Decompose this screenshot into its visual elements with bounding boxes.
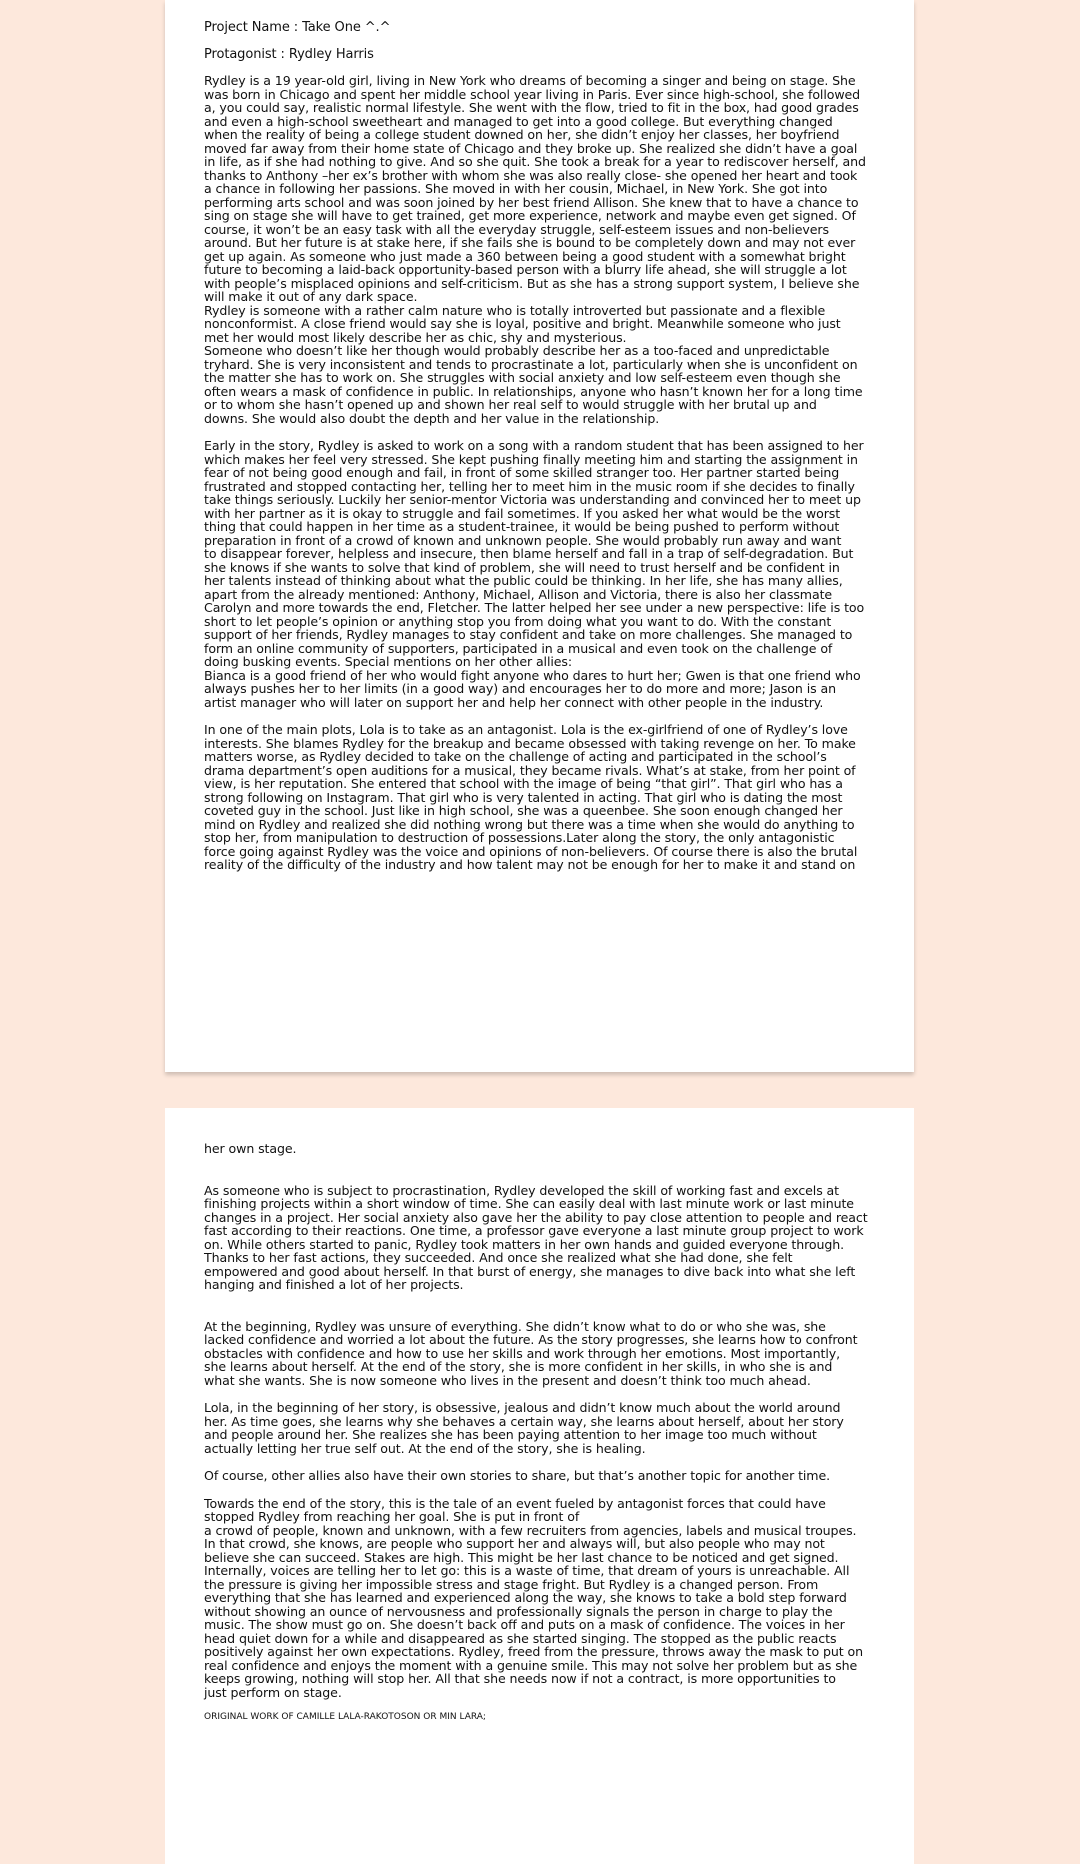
text-line: head quiet down for a while and disappeared as she started singing. The stopped as the public reacts	[204, 1630, 837, 1646]
text-line: with people’s misplaced opinions and self-criticism. But as she has a strong support system, I believe she	[204, 275, 860, 291]
text-line: view, is her reputation. She entered that school with the image of being “that girl”. That girl who has a	[204, 776, 843, 791]
text-line: coveted guy in the school. Just like in high school, she was a queenbee. She soon enough changed her	[204, 803, 843, 818]
text-line: doing busking events. Special mentions on her other allies:	[204, 654, 573, 669]
text-line: just perform on stage.	[204, 1684, 342, 1700]
text-line: music. The show must go on. She doesn’t back off and puts on a mask of confidence. The voices in her	[204, 1617, 845, 1632]
text-line: a chance in following her passions. She moved in with her cousin, Michael, in New York. She got into	[204, 181, 828, 196]
text-line: apart from the already mentioned: Anthony, Michael, Allison and Victoria, there is also her classmate	[204, 586, 833, 602]
text-line: reality of the difficulty of the industry and how talent may not be enough for her to make it and stand on	[204, 857, 856, 872]
text-line: she knows if she wants to solve that kind of problem, she will need to trust herself and be confident in	[204, 559, 840, 575]
text-line: always pushes her to her limits (in a good way) and encourages her to do more and more; Jason is an	[204, 681, 836, 696]
text-line: around. But her future is at stake here, if she fails she is bound to be completely down and may not ever	[204, 235, 856, 250]
text-line: moved far away from their home state of Chicago and they broke up. She realized she didn’t have a goal	[204, 140, 858, 156]
text-line: Someone who doesn’t like her though would probably describe her as a too-faced and unpredictable	[204, 343, 830, 358]
text-line: everything that she has learned and experienced along the way, she knows to take a bold step forward	[204, 1590, 847, 1605]
text-line: stopped Rydley from reaching her goal. She is put in front of	[204, 1509, 580, 1524]
protagonist-heading: Protagonist : Rydley Harris	[204, 47, 374, 62]
text-line: which makes her feel very stressed. She kept pushing finally meeting him and starting the assignment in	[204, 451, 858, 467]
paragraph-3	[204, 723, 876, 872]
text-line: Rydley is someone with a rather calm nature who is totally introverted but passionate and a flexible	[204, 302, 826, 318]
text-line: real confidence and enjoys the moment with a genuine smile. This may not solve her problem but as she	[204, 1657, 858, 1673]
text-line: tryhard. She is very inconsistent and tends to procrastinate a lot, particularly when she is unconfident on	[204, 356, 858, 372]
text-line: the pressure is giving her impossible stress and stage fright. But Rydley is a changed person. From	[204, 1576, 819, 1592]
text-line: matters worse, as Rydley decided to take on the challenge of acting and participated in the school’s	[204, 749, 827, 764]
text-line: Of course, other allies also have their own stories to share, but that’s another topic for another time.	[204, 1468, 831, 1483]
text-line: a crowd of people, known and unknown, with a few recruiters from agencies, labels and musical troupes.	[204, 1522, 857, 1538]
text-line: met her would most likely describe her as chic, shy and mysterious.	[204, 329, 627, 345]
text-line: course, it won’t be an easy task with all the everyday struggle, self-esteem issues and non-believers	[204, 221, 829, 237]
text-line: to disappear forever, helpless and insecure, then blame herself and fall in a trap of self-degradation. But	[204, 546, 854, 561]
text-line: her talents instead of thinking about what the public could be thinking. In her life, she has many allies,	[204, 573, 843, 588]
text-line: Towards the end of the story, this is the tale of an event fueled by antagonist forces that could have	[204, 1495, 826, 1511]
text-line: finishing projects within a short window of time. She can easily deal with last minute work or last minute	[204, 1196, 854, 1211]
text-line: in life, as if she had nothing to give. And so she quit. She took a break for a year to rediscover herself, and	[204, 154, 866, 169]
text-line: drama department’s open auditions for a musical, they became rivals. What’s at stake, from her point of	[204, 762, 856, 778]
text-line: the matter she has to work on. She struggles with social anxiety and low self-esteem even though she	[204, 370, 841, 385]
text-line: she learns about herself. At the end of the story, she is more confident in her skills, in who she is and	[204, 1359, 833, 1374]
text-line: Internally, voices are telling her to let go: this is a waste of time, that dream of yours is unreachable. All	[204, 1563, 850, 1578]
text-line: performing arts school and was soon joined by her best friend Allison. She knew that to have a chance to	[204, 194, 859, 210]
text-line: artist manager who will later on support her and help her connect with other people in the industry.	[204, 694, 824, 710]
text-line: form an online community of supporters, participated in a musical and even took on the challenge of	[204, 640, 833, 656]
text-line: or to whom she hasn’t opened up and shown her real self to would struggle with her brutal up and	[204, 397, 817, 412]
document-page-1	[165, 0, 914, 1072]
text-line: Thanks to her fast actions, they succeeded. And once she realized what she had done, she felt	[204, 1250, 793, 1265]
paragraph-2	[204, 439, 876, 709]
text-line: preparation in front of a crowd of known and unknown people. She would probably run away and want	[204, 532, 842, 548]
paragraph-continuation	[204, 1142, 876, 1156]
paragraph-skills	[204, 1184, 876, 1292]
text-line: what she wants. She is now someone who lives in the present and doesn’t think too much ahead.	[204, 1372, 811, 1388]
paragraph-allies	[204, 1469, 876, 1483]
text-line: fear of not being good enough and fail, in front of some skilled stranger too. Her partner started being	[204, 465, 840, 480]
text-line: with her partner as it is okay to struggle and fail sometimes. If you asked her what would be the worst	[204, 505, 841, 521]
paragraph-lola-arc	[204, 1401, 876, 1455]
text-line: positively against her own expectations. Rydley, freed from the pressure, throws away the mask to put on	[204, 1644, 864, 1659]
text-line: Bianca is a good friend of her who would fight anyone who dares to hurt her; Gwen is that one friend who	[204, 667, 861, 683]
text-line: mind on Rydley and realized she did nothing wrong but there was a time when she would do anything to	[204, 816, 855, 832]
text-line: will make it out of any dark space.	[204, 289, 418, 304]
footer-credit: ORIGINAL WORK OF CAMILLE LALA-RAKOTOSON OR MIN LARA;	[204, 1712, 486, 1722]
text-line: At the beginning, Rydley was unsure of everything. She didn’t know what to do or who she was, she	[204, 1318, 826, 1334]
text-line: keeps growing, nothing will stop her. All that she needs now if not a contract, is more opportunities to	[204, 1671, 836, 1686]
text-line: Carolyn and more towards the end, Fletcher. The latter helped her see under a new perspective: life is too	[204, 600, 865, 615]
text-line: frustrated and stopped contacting her, telling her to meet him in the music room if she decides to finally	[204, 478, 855, 494]
text-line: without showing an ounce of nervousness and professionally signals the person in charge to play the	[204, 1603, 833, 1619]
text-line: believe she can succeed. Stakes are high. This might be her last chance to be noticed and get signed.	[204, 1549, 839, 1565]
text-line: and people around her. She realizes she has been paying attention to her image too much without	[204, 1427, 817, 1442]
text-line: thing that could happen in her time as a student-trainee, it would be being pushed to perform without	[204, 519, 840, 534]
text-line: empowered and good about herself. In that burst of energy, she manages to dive back into what she left	[204, 1263, 856, 1279]
text-line: hanging and finished a lot of her projects.	[204, 1277, 464, 1292]
text-line: and even a high-school sweetheart and managed to get into a good college. But everything changed	[204, 113, 833, 129]
text-line: Rydley is a 19 year-old girl, living in New York who dreams of becoming a singer and being on stage. She	[204, 73, 856, 88]
text-line: strong following on Instagram. That girl who is very talented in acting. That girl who is dating the most	[204, 789, 843, 805]
text-line: downs. She would also doubt the depth and her value in the relationship.	[204, 410, 660, 426]
text-line: As someone who is subject to procrastination, Rydley developed the skill of working fast and excels at	[204, 1182, 840, 1198]
text-line: In one of the main plots, Lola is to take as an antagonist. Lola is the ex-girlfriend of one of Rydley’s love	[204, 722, 848, 737]
text-line: In that crowd, she knows, are people who support her and always will, but also people who may not	[204, 1536, 825, 1551]
text-line: stop her, from manipulation to destruction of possessions.Later along the story, the only antagonistic	[204, 830, 835, 845]
text-line: nonconformist. A close friend would say she is loyal, positive and bright. Meanwhile someone who just	[204, 316, 841, 331]
text-line: future to becoming a laid-back opportunity-based person with a blurry life ahead, she will struggle a lot	[204, 262, 847, 277]
text-line: often wears a mask of confidence in public. In relationships, anyone who hasn’t known her for a long time	[204, 383, 863, 399]
text-line: interests. She blames Rydley for the breakup and became obsessed with taking revenge on her. To make	[204, 735, 856, 751]
paragraph-1	[204, 74, 876, 425]
text-line: a, you could say, realistic normal lifestyle. She went with the flow, tried to fit in the box, had good grades	[204, 100, 859, 115]
text-line: short to let people’s opinion or anything stop you from doing what you want to do. With the constant	[204, 613, 832, 629]
paragraph-rydley-arc	[204, 1320, 876, 1388]
document-page-2	[165, 1108, 914, 1864]
text-line: take things seriously. Luckily her senior-mentor Victoria was understanding and convinced her to meet up	[204, 492, 861, 507]
text-line: actually letting her true self out. At the end of the story, she is healing.	[204, 1440, 646, 1456]
text-line: on. While others started to panic, Rydley took matters in her own hands and guided everyone through.	[204, 1236, 845, 1252]
text-line: lacked confidence and worried a lot about the future. As the story progresses, she learns how to confront	[204, 1332, 858, 1347]
text-line: obstacles with confidence and how to use her skills and work through her emotions. Most importantly,	[204, 1345, 841, 1361]
text-line: when the reality of being a college student downed on her, she didn’t enjoy her classes, her boyfriend	[204, 127, 840, 142]
text-line: fast according to their reactions. One time, a professor gave everyone a last minute group project to work	[204, 1223, 864, 1238]
text-line: Lola, in the beginning of her story, is obsessive, jealous and didn’t know much about the world around	[204, 1400, 841, 1415]
text-line: get up again. As someone who just made a 360 between being a good student with a somewhat bright	[204, 248, 846, 264]
text-line: force going against Rydley was the voice and opinions of non-believers. Of course there is also the brutal	[204, 843, 858, 859]
text-line: changes in a project. Her social anxiety also gave her the ability to pay close attention to people and react	[204, 1209, 868, 1225]
text-line: thanks to Anthony –her ex’s brother with whom she was also really close- she opened her heart and took	[204, 167, 858, 183]
text-line: her. As time goes, she learns why she behaves a certain way, she learns about herself, about her story	[204, 1413, 844, 1429]
text-line: sing on stage she will have to get trained, get more experience, network and maybe even get signed. Of	[204, 208, 856, 223]
text-line: support of her friends, Rydley manages to stay confident and take on more challenges. She managed to	[204, 627, 853, 642]
text-line: was born in Chicago and spent her middle school year living in Paris. Ever since high-school, she followed	[204, 86, 861, 102]
text-line: her own stage.	[204, 1141, 297, 1156]
paragraph-climax	[204, 1497, 876, 1700]
project-title: Project Name : Take One ^.^	[204, 20, 391, 35]
text-line: Early in the story, Rydley is asked to work on a song with a random student that has been assigned to her	[204, 438, 864, 453]
